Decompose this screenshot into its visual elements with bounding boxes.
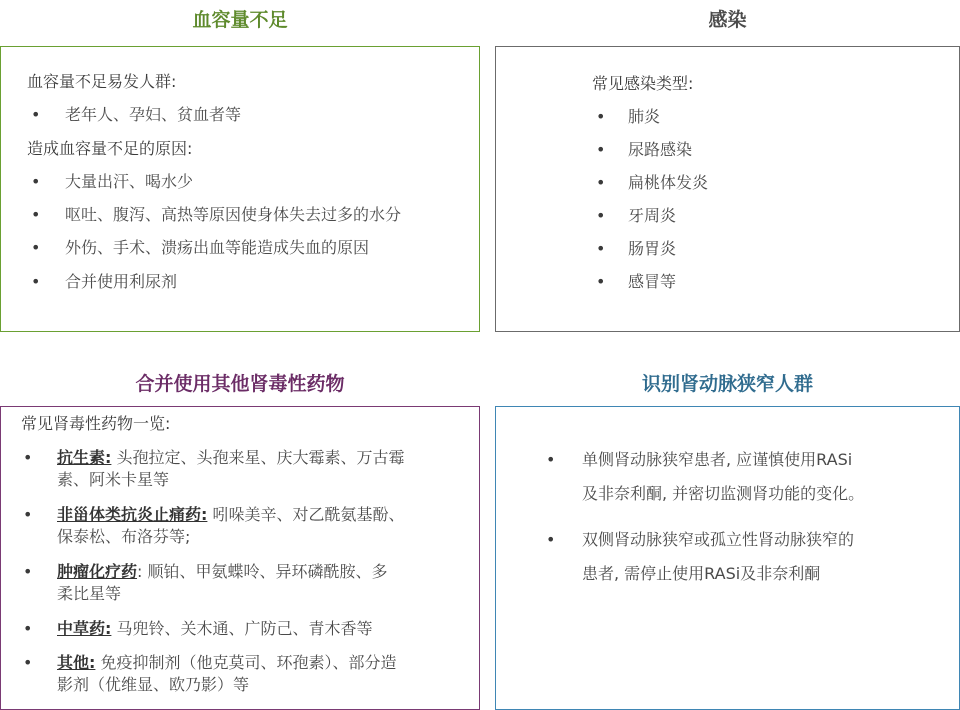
list-item: 大量出汗、喝水少: [65, 172, 194, 191]
list-item-continuation: 患者, 需停止使用RASi及非奈利酮: [582, 564, 821, 583]
list-item: 呕吐、腹泻、高热等原因使身体失去过多的水分: [65, 205, 402, 224]
list-item: 单侧肾动脉狭窄患者, 应谨慎使用RASi: [582, 450, 853, 469]
list-item: 尿路感染: [628, 140, 693, 159]
list-item: 牙周炎: [628, 206, 677, 225]
list-item: [57, 504, 405, 526]
list-item: [57, 618, 373, 640]
list-item: [57, 561, 388, 583]
bullet: •: [23, 619, 33, 638]
list-item: 合并使用利尿剂: [65, 272, 178, 291]
panel-hypovolemia: [0, 46, 480, 332]
list-item-continuation: 及非奈利酮, 并密切监测肾功能的变化。: [582, 484, 865, 503]
drug-category-label: 其他:: [57, 653, 96, 672]
heading-at-risk: 血容量不足易发人群:: [27, 72, 177, 91]
drug-category-label: 肿瘤化疗药: [57, 562, 138, 581]
heading-infection-types: 常见感染类型:: [592, 74, 694, 93]
list-item: 外伤、手术、溃疡出血等能造成失血的原因: [65, 238, 370, 257]
list-item: [57, 652, 397, 674]
panel-title-nephrotoxic-drugs: 合并使用其他肾毒性药物: [135, 373, 345, 395]
bullet: •: [546, 530, 556, 549]
bullet: •: [31, 238, 41, 257]
panel-title-hypovolemia: 血容量不足: [192, 9, 288, 31]
bullet: •: [596, 272, 606, 291]
bullet: •: [31, 172, 41, 191]
bullet: •: [23, 653, 33, 672]
bullet: •: [23, 448, 33, 467]
bullet: •: [31, 272, 41, 291]
drug-category-label: 抗生素:: [57, 448, 112, 467]
list-item-continuation: 柔比星等: [57, 584, 122, 603]
list-item: 肠胃炎: [628, 239, 677, 258]
panel-renal-artery-stenosis: [495, 406, 960, 710]
drug-examples: 马兜铃、关木通、广防己、青木香等: [111, 619, 373, 638]
bullet: •: [596, 206, 606, 225]
list-item-continuation: 保泰松、布洛芬等;: [57, 527, 191, 546]
drug-examples: 免疫抑制剂（他克莫司、环孢素）、部分造: [95, 653, 397, 672]
bullet: •: [596, 140, 606, 159]
list-item-continuation: 影剂（优维显、欧乃影）等: [57, 675, 250, 694]
list-item: 双侧肾动脉狭窄或孤立性肾动脉狭窄的: [582, 530, 855, 549]
list-item-continuation: 素、阿米卡星等: [57, 470, 170, 489]
bullet: •: [31, 105, 41, 124]
drug-examples: 头孢拉定、头孢来星、庆大霉素、万古霉: [111, 448, 405, 467]
bullet: •: [546, 450, 556, 469]
panel-infection: [495, 46, 960, 332]
list-item: 老年人、孕妇、贫血者等: [65, 105, 242, 124]
panel-nephrotoxic-drugs: [0, 406, 480, 710]
panel-title-renal-artery-stenosis: 识别肾动脉狭窄人群: [641, 373, 813, 395]
panel-title-infection: 感染: [708, 9, 747, 31]
list-item: 扁桃体发炎: [628, 173, 709, 192]
bullet: •: [31, 205, 41, 224]
drug-category-label: 中草药:: [57, 619, 112, 638]
drug-examples: : 顺铂、甲氨蝶呤、异环磷酰胺、多: [137, 562, 388, 581]
heading-drug-list: 常见肾毒性药物一览:: [21, 414, 171, 433]
list-item: [57, 447, 405, 469]
bullet: •: [596, 239, 606, 258]
list-item: 感冒等: [628, 272, 677, 291]
bullet: •: [23, 505, 33, 524]
heading-causes: 造成血容量不足的原因:: [27, 139, 193, 158]
list-item: 肺炎: [628, 107, 661, 126]
drug-category-label: 非甾体类抗炎止痛药:: [57, 505, 208, 524]
drug-examples: 吲哚美辛、对乙酰氨基酚、: [207, 505, 405, 524]
bullet: •: [23, 562, 33, 581]
bullet: •: [596, 173, 606, 192]
bullet: •: [596, 107, 606, 126]
